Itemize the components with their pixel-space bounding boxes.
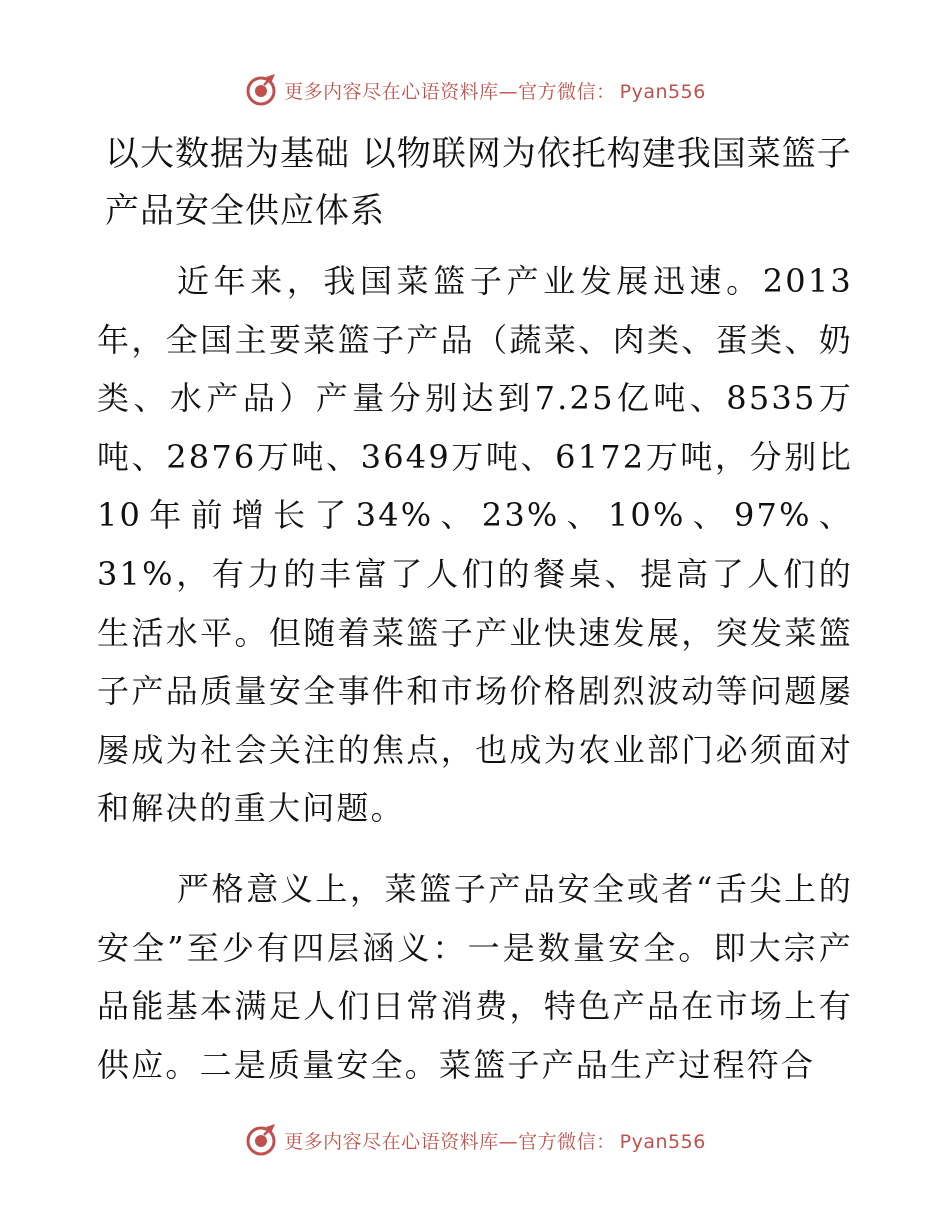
watermark-text: 更多内容尽在心语资料库—官方微信： bbox=[284, 80, 616, 103]
paragraph-1: 近年来，我国菜篮子产业发展迅速。2013年，全国主要菜篮子产品（蔬菜、肉类、蛋类、奶类、水产品）产量分别达到7.25亿吨、8535万吨、2876万吨、3649万吨、6172万吨，分别比10年前增长了34%、23%、10%、97%、31%，有力的丰富了人们的餐桌、提高了人们的生活水平。但随着菜篮子产业快速发展，突发菜篮子产品质量安全事件和市场价格剧烈波动等问题屡屡成为社会关注的焦点，也成为农业部门必须面对和解决的重大问题。 bbox=[97, 262, 853, 828]
brand-logo-icon bbox=[244, 1123, 278, 1157]
header-watermark bbox=[0, 70, 950, 110]
watermark-id: Pyan556 bbox=[619, 80, 706, 103]
watermark-id: Pyan556 bbox=[619, 1130, 706, 1153]
paragraph-2: 严格意义上，菜篮子产品安全或者“舌尖上的安全”至少有四层涵义：一是数量安全。即大宗产品能基本满足人们日常消费，特色产品在市场上有供应。二是质量安全。菜篮子产品生产过程符合 bbox=[97, 869, 853, 1084]
document-title: 以大数据为基础 以物联网为依托构建我国菜篮子产品安全供应体系 bbox=[105, 134, 852, 231]
footer-watermark bbox=[0, 1120, 950, 1160]
watermark-text: 更多内容尽在心语资料库—官方微信： bbox=[284, 1130, 616, 1153]
brand-logo-icon bbox=[244, 73, 278, 107]
document-body bbox=[97, 126, 853, 1094]
